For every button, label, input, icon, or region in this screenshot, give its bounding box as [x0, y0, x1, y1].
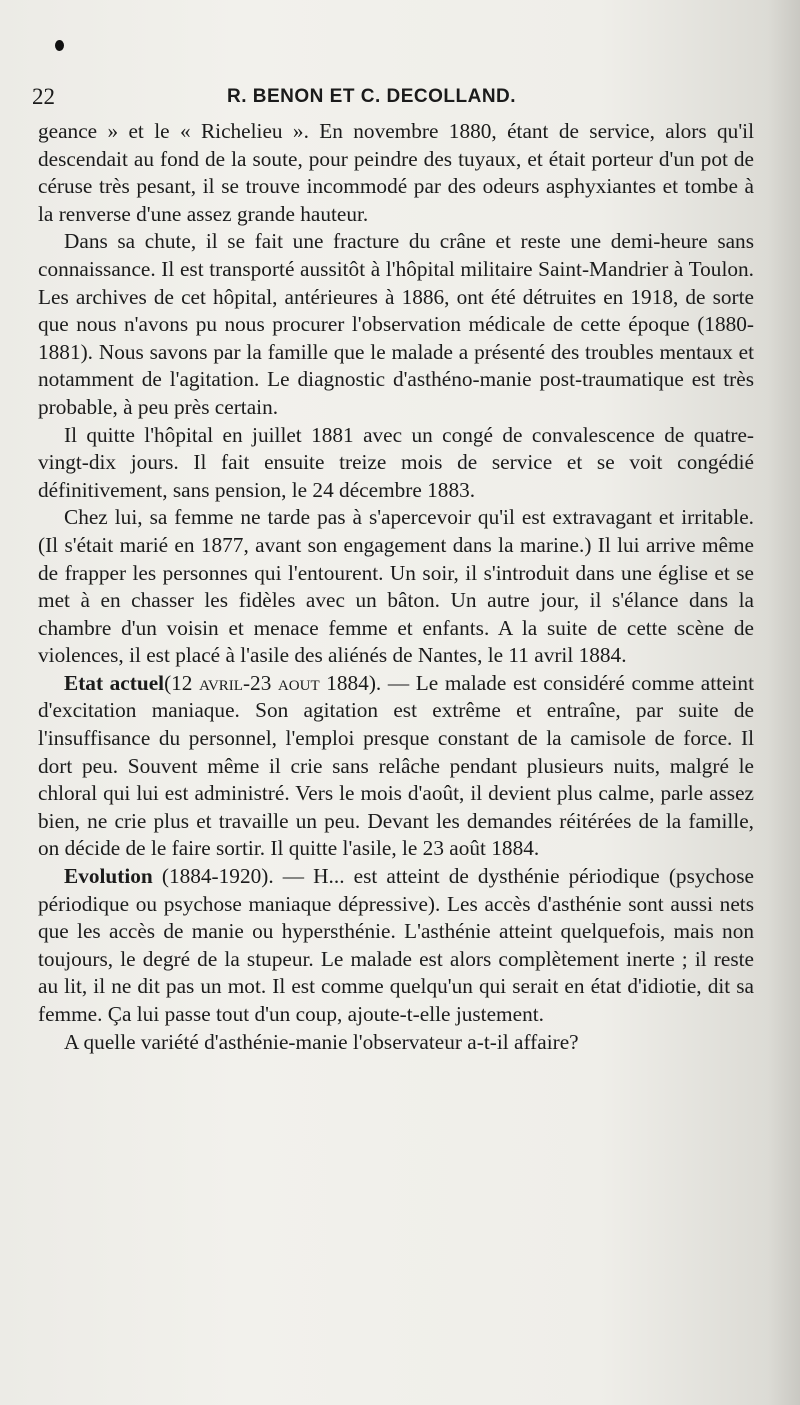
ink-dot-mark	[55, 40, 64, 51]
paragraph-discharge: Il quitte l'hôpital en juillet 1881 avec un congé de convalescence de quatre-vingt-dix jours. Il fait ensuite treize mois de service et se voit congédié définitivement, sans pension, le 24 décembre 1883.	[38, 422, 754, 502]
section-heading-etat-actuel: Etat actuel	[64, 670, 165, 695]
running-head: R. BENON ET C. DECOLLAND.	[227, 86, 517, 107]
paragraph-body: — H... est atteint de dysthénie périodique (psychose périodique ou psychose maniaque dépressive). Les accès d'asthénie sont aussi nets que les accès de manie ou hypersthénie. L'asthénie atteint quelquefois, mais non toujours, le degré de la stupeur. Le malade est alors complètement inerte ; il reste au lit, il ne dit pas un mot. Il est comme quelqu'un qui serait en état d'idiotie, dit sa femme. Ça lui passe tout d'un coup, ajoute-t-elle justement.	[38, 864, 754, 1026]
paragraph-fracture: Dans sa chute, il se fait une fracture du crâne et reste une demi-heure sans connaissance. Il est transporté aussitôt à l'hôpital militaire Saint-Mandrier à Toulon. Les archives de cet hôpital, antérieures à 1886, ont été détruites en 1918, de sorte que nous n'avons pu nous procurer l'observation médicale de cette époque (1880-1881). Nous savons par la famille que le malade a présenté des troubles mentaux et notamment de l'agitation. Le diagnostic d'asthéno-manie post-traumatique est très probable, à peu près certain.	[38, 229, 754, 419]
body-text	[38, 118, 754, 1056]
paragraph-accident: geance » et le « Richelieu ». En novembre 1880, étant de service, alors qu'il descendait au fond de la soute, pour peindre des tuyaux, et était porteur d'un pot de céruse très pesant, il se trouve incommodé par des odeurs asphyxiantes et tombe à la renverse d'une assez grande hauteur.	[38, 119, 754, 226]
paragraph-evolution	[38, 863, 754, 1029]
paragraph-etat-actuel	[38, 670, 754, 863]
page-header	[32, 84, 752, 114]
page-number: 22	[32, 84, 55, 109]
paragraph-body: — Le malade est considéré comme atteint d'excitation maniaque. Son agitation est extrême et entraîne, par suite de l'insuffisance du personnel, l'emploi presque constant de la camisole de force. Il dort peu. Souvent même il crie sans relâche pendant plusieurs nuits, malgré le chloral qui lui est administré. Vers le mois d'août, il devient plus calme, parle assez bien, ne crie plus et travaille un peu. Devant les demandes réitérées de la famille, on décide de le faire sortir. Il quitte l'asile, le 23 août 1884.	[38, 670, 754, 861]
paragraph-question: A quelle variété d'asthénie-manie l'observateur a-t-il affaire?	[64, 1029, 579, 1054]
date-range: (12 avril-23 aout 1884).	[164, 670, 382, 695]
date-range: (1884-1920).	[152, 864, 274, 889]
paragraph-behaviour: Chez lui, sa femme ne tarde pas à s'apercevoir qu'il est extravagant et irritable. (Il s'était marié en 1877, avant son engagement dans la marine.) Il lui arrive même de frapper les personnes qui l'entourent. Un soir, il s'introduit dans une église et se met à en chasser les fidèles avec un bâton. Un autre jour, il s'élance dans la chambre d'un voisin et menace femme et enfants. A la suite de cette scène de violences, il est placé à l'asile des aliénés de Nantes, le 11 avril 1884.	[38, 505, 754, 668]
section-heading-evolution: Evolution	[64, 864, 153, 889]
